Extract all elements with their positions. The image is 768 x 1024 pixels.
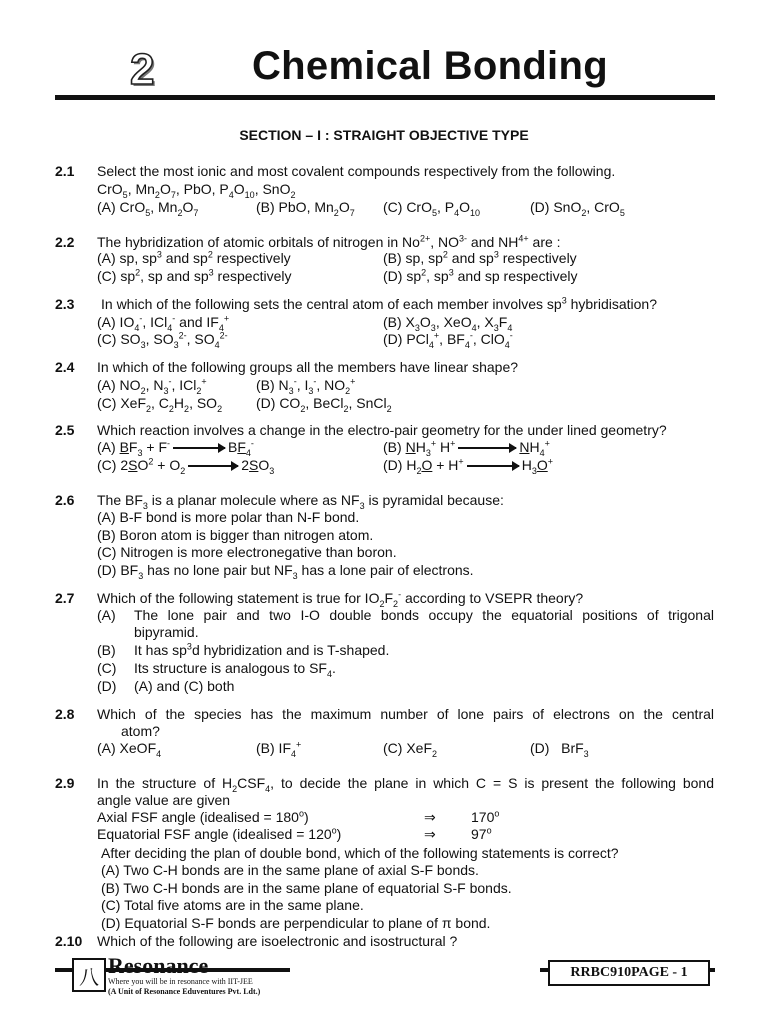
option-c: (C) CrO$_5$, $P_4O_{10}$ xyxy=(383,199,481,218)
option-a: (A) $IO_4^-$, ICl$_4$- and $IF_4^+$ xyxy=(97,313,230,333)
page-label: RRBC910PAGE - 1 xyxy=(548,960,710,986)
question-text: In the structure of $H_2CSF_4$, to decide the plane in which C = S is present the following bond xyxy=(97,775,714,794)
data-value: 170$^o$ xyxy=(471,808,500,825)
reaction-arrow-icon xyxy=(467,465,519,467)
option-a-continued: bipyramid. xyxy=(134,624,199,640)
option-b: (B) sp, $sp^2$ and $sp^3$ respectively xyxy=(383,249,577,266)
question-number: 2.6 xyxy=(55,492,75,508)
implies-icon: ⇒ xyxy=(424,826,436,842)
question-number: 2.1 xyxy=(55,163,75,179)
option-c: Its structure is analogous to $SF_4$. xyxy=(134,660,336,679)
question-text: The hybridization of atomic orbitals of nitrogen in $No^{2+}$, $NO^{3-}$ and $NH^{4+}$ are : xyxy=(97,233,561,250)
logo-glyph: 八 xyxy=(79,966,99,989)
question-text-continued: atom? xyxy=(121,723,160,739)
chapter-number: 2 xyxy=(130,45,155,94)
brand-tagline: Where you will be in resonance with IIT-JEE xyxy=(108,977,253,986)
option-b: (B) PbO, $Mn_2O_7$ xyxy=(256,199,355,218)
option-c: (C) XeF$_2$ xyxy=(383,740,438,759)
option-d: (D) BrF$_3$ xyxy=(530,740,589,759)
option-c-letter: (C) xyxy=(97,660,117,676)
question-text: In which of the following sets the central atom of each member involves $sp^3$ hybridisation? xyxy=(101,295,657,312)
question-text-continued: angle value are given xyxy=(97,792,231,808)
option-b: (B) $NH_3^+$ H+ $NH_4^+$ xyxy=(383,438,550,458)
reaction-arrow-icon xyxy=(458,447,516,449)
section-title: SECTION – I : STRAIGHT OBJECTIVE TYPE xyxy=(239,127,529,143)
question-text: In which of the following groups all the members have linear shape? xyxy=(97,359,519,375)
question-number: 2.2 xyxy=(55,234,75,250)
option-b: (B) $X_3O_3$, XeO$_4$, $X_3F_4$ xyxy=(383,314,513,333)
question-text: The $BF_3$ is a planar molecule where as $NF_3$ is pyramidal because: xyxy=(97,492,504,511)
option-a: (A) sp, $sp^3$ and $sp^2$ respectively xyxy=(97,249,291,266)
data-label: Equatorial FSF angle (idealised = $120^o$) xyxy=(97,825,342,842)
question-text: Which of the following statement is true for $IO_2F_2^-$ according to VSEPR theory? xyxy=(97,589,584,609)
question-number: 2.8 xyxy=(55,706,75,722)
option-d: (D) $CO_2$, BeCl$_2$, SnCl$_2$ xyxy=(256,395,392,414)
question-number: 2.4 xyxy=(55,359,75,375)
option-c: (C) Nitrogen is more electronegative than boron. xyxy=(97,544,397,560)
question-number: 2.3 xyxy=(55,296,75,312)
option-d: (D) PCl$_4$+, $BF_4^-$, ClO$_4$- xyxy=(383,330,513,350)
option-a: (A) $NO_2$, $N_3^-$, ICl$_2$+ xyxy=(97,376,207,396)
option-a: (A) CrO$_5$, $Mn_2O_7$ xyxy=(97,199,199,218)
option-b: (B) Boron atom is bigger than nitrogen atom. xyxy=(97,527,374,543)
question-text: Select the most ionic and most covalent compounds respectively from the following. xyxy=(97,163,616,179)
option-b-letter: (B) xyxy=(97,642,116,658)
reaction-arrow-icon xyxy=(173,447,225,449)
question-text: Which of the following are isoelectronic and isostructural ? xyxy=(97,933,458,949)
title-divider xyxy=(55,95,715,100)
option-b: (B) Two C-H bonds are in the same plane of equatorial S-F bonds. xyxy=(101,880,512,896)
brand-company: (A Unit of Resonance Eduventures Pvt. Ldt.) xyxy=(108,987,261,996)
compound-list: CrO$_5$, $Mn_2O_7$, PbO, $P_4O_{10}$, SnO$_2$ xyxy=(97,181,296,200)
follow-up-text: After deciding the plan of double bond, which of the following statements is correct? xyxy=(101,845,619,861)
brand-name: Resonance xyxy=(108,953,209,978)
question-number: 2.9 xyxy=(55,775,75,791)
option-c: (C) Total five atoms are in the same plane. xyxy=(101,897,364,913)
option-b: (B) $IF_4^+$ xyxy=(256,739,302,759)
question-number: 2.5 xyxy=(55,422,75,438)
option-d: (A) and (C) both xyxy=(134,678,235,694)
question-text: Which reaction involves a change in the electro-pair geometry for the under lined geometry? xyxy=(97,422,667,438)
option-a: (A) XeOF$_4$ xyxy=(97,740,162,759)
option-a: (A) B-F bond is more polar than N-F bond. xyxy=(97,509,360,525)
reaction-arrow-icon xyxy=(188,465,238,467)
chapter-title: Chemical Bonding xyxy=(252,44,608,88)
data-label: Axial FSF angle (idealised = $180^o$) xyxy=(97,808,309,825)
implies-icon: ⇒ xyxy=(424,809,436,825)
question-number: 2.7 xyxy=(55,590,75,606)
option-d: (D) $sp^2$, $sp^3$ and sp respectively xyxy=(383,267,578,284)
option-d-letter: (D) xyxy=(97,678,117,694)
option-c: (C) $2SO^2 + O_2$ $2SO_3$ xyxy=(97,456,275,476)
option-c: (C) $sp^2$, sp and $sp^3$ respectively xyxy=(97,267,292,284)
option-c: (C) $SO_3$, $SO_3^{2-}$, $SO_4^{2-}$ xyxy=(97,330,228,350)
option-a-letter: (A) xyxy=(97,607,116,623)
data-value: 97$^o$ xyxy=(471,825,492,842)
question-number: 2.10 xyxy=(55,933,83,949)
option-d: (D) $BF_3$ has no lone pair but $NF_3$ has a lone pair of electrons. xyxy=(97,562,474,581)
question-text: Which of the species has the maximum number of lone pairs of electrons on the central xyxy=(97,706,714,722)
option-d: (D) $H_2O + H^+$ $H_3O^+$ xyxy=(383,456,553,476)
option-b: It has $sp^3d$ hybridization and is T-shaped. xyxy=(134,641,390,658)
option-d: (D) Equatorial S-F bonds are perpendicular to plane of π bond. xyxy=(101,915,491,931)
option-b: (B) $N_3^-$, $I_3^-$, $NO_2^+$ xyxy=(256,376,356,396)
option-d: (D) SnO$_2$, CrO$_5$ xyxy=(530,199,625,218)
option-a: (A) $BF_3 + F^-$ $BF_4^-$ xyxy=(97,438,254,458)
option-a: (A) Two C-H bonds are in the same plane of axial S-F bonds. xyxy=(101,862,479,878)
option-c: (C) XeF$_2$, $C_2H_2$, $SO_2$ xyxy=(97,395,223,414)
option-a: The lone pair and two I-O double bonds occupy the equatorial positions of trigonal xyxy=(134,607,714,623)
resonance-logo-icon xyxy=(72,958,106,992)
